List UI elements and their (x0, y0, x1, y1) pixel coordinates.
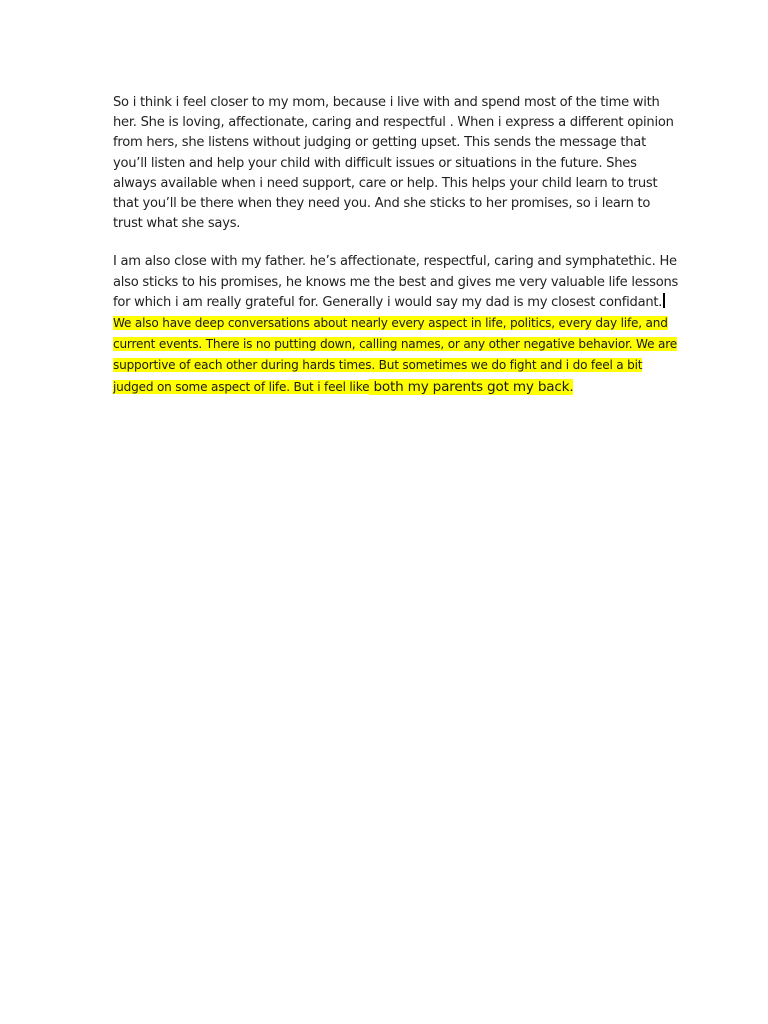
paragraph-mom: So i think i feel closer to my mom, because i live with and spend most of the time with her. She is loving, affectionate, caring and respectful . When i express a different opinion from hers, she listens without judging or getting upset. This sends the message that you’ll listen and help your child with difficult issues or situations in the future. Shes always available when i need support, care or help. This helps your child learn to trust that you’ll be there when they need you. And she sticks to her promises, so i learn to trust what she says. (113, 95, 674, 232)
highlight-supportive: There is no putting down, calling names, or any other negative behavior. We are supportive of each other during hards times. But sometimes we do fight and i do feel a bit judged on some aspect of life. But i feel like (113, 337, 677, 394)
highlight-conversations: We also have deep conversations about nearly every aspect in life, politics, every day life, and current events. (113, 316, 668, 352)
text-cursor (663, 293, 665, 308)
document-body[interactable] (113, 93, 679, 416)
paragraph-dad (113, 252, 679, 397)
paragraph-dad-plain: I am also close with my father. he’s affectionate, respectful, caring and symphatethic. He also sticks to his promises, he knows me the best and gives me very valuable life lessons for which i am really grateful for. Generally i would say my dad is my closest confidant. (113, 254, 679, 310)
highlight-parents: both my parents got my back. (369, 378, 574, 395)
